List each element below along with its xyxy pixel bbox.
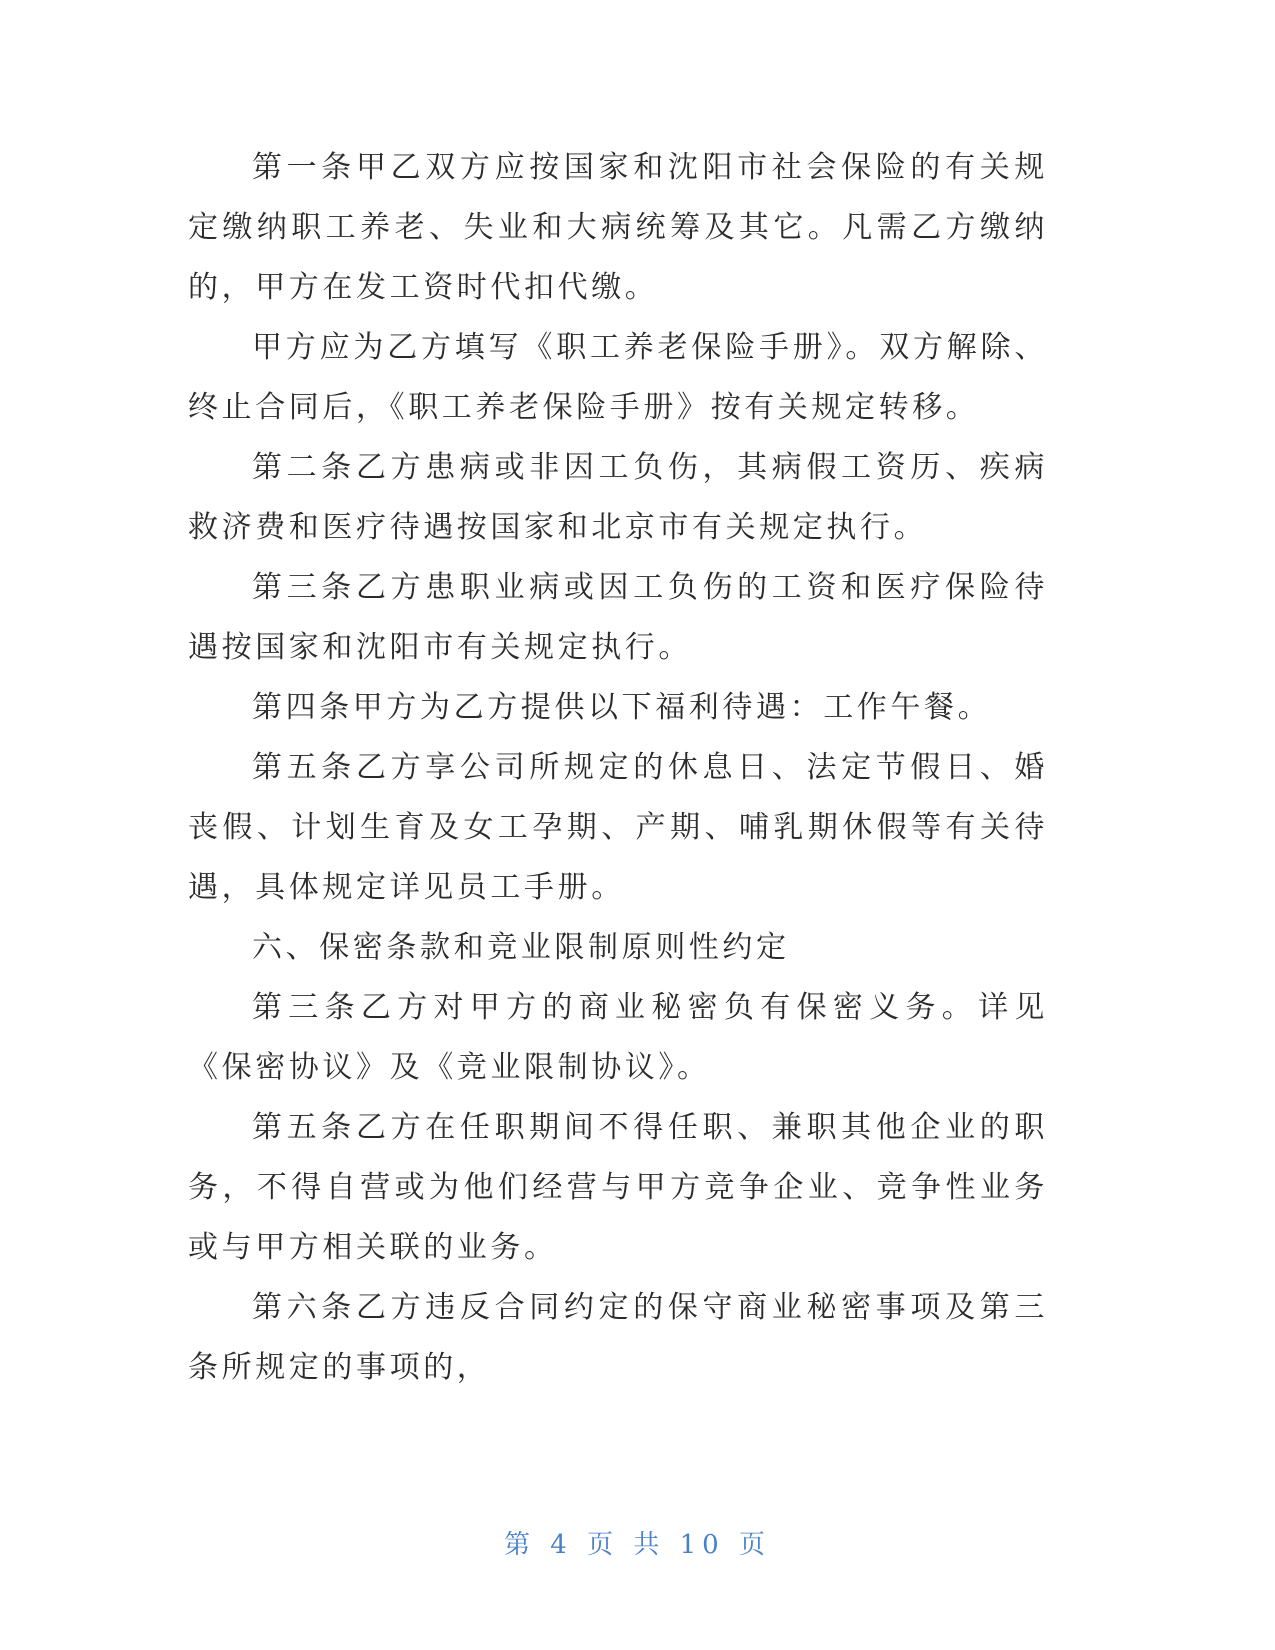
document-body <box>188 138 1048 1398</box>
paragraph: 第五条乙方享公司所规定的休息日、法定节假日、婚丧假、计划生育及女工孕期、产期、哺乳期休假等有关待遇，具体规定详见员工手册。 <box>188 750 1048 905</box>
paragraph: 第三条乙方对甲方的商业秘密负有保密义务。详见《保密协议》及《竞业限制协议》。 <box>188 990 1048 1085</box>
section-heading: 六、保密条款和竞业限制原则性约定 <box>252 930 790 965</box>
paragraph: 甲方应为乙方填写《职工养老保险手册》。双方解除、终止合同后，《职工养老保险手册》按有关规定转移。 <box>188 330 1048 425</box>
paragraph: 第六条乙方违反合同约定的保守商业秘密事项及第三条所规定的事项的， <box>188 1290 1048 1385</box>
paragraph: 第三条乙方患职业病或因工负伤的工资和医疗保险待遇按国家和沈阳市有关规定执行。 <box>188 570 1048 665</box>
paragraph: 第一条甲乙双方应按国家和沈阳市社会保险的有关规定缴纳职工养老、失业和大病统筹及其它。凡需乙方缴纳的，甲方在发工资时代扣代缴。 <box>188 150 1048 305</box>
page-number-footer: 第 4 页 共 10 页 <box>504 1530 771 1560</box>
paragraph: 第五条乙方在任职期间不得任职、兼职其他企业的职务，不得自营或为他们经营与甲方竞争企业、竞争性业务或与甲方相关联的业务。 <box>188 1110 1048 1265</box>
paragraph: 第四条甲方为乙方提供以下福利待遇：工作午餐。 <box>252 690 992 725</box>
paragraph: 第二条乙方患病或非因工负伤，其病假工资历、疾病救济费和医疗待遇按国家和北京市有关规定执行。 <box>188 450 1048 545</box>
